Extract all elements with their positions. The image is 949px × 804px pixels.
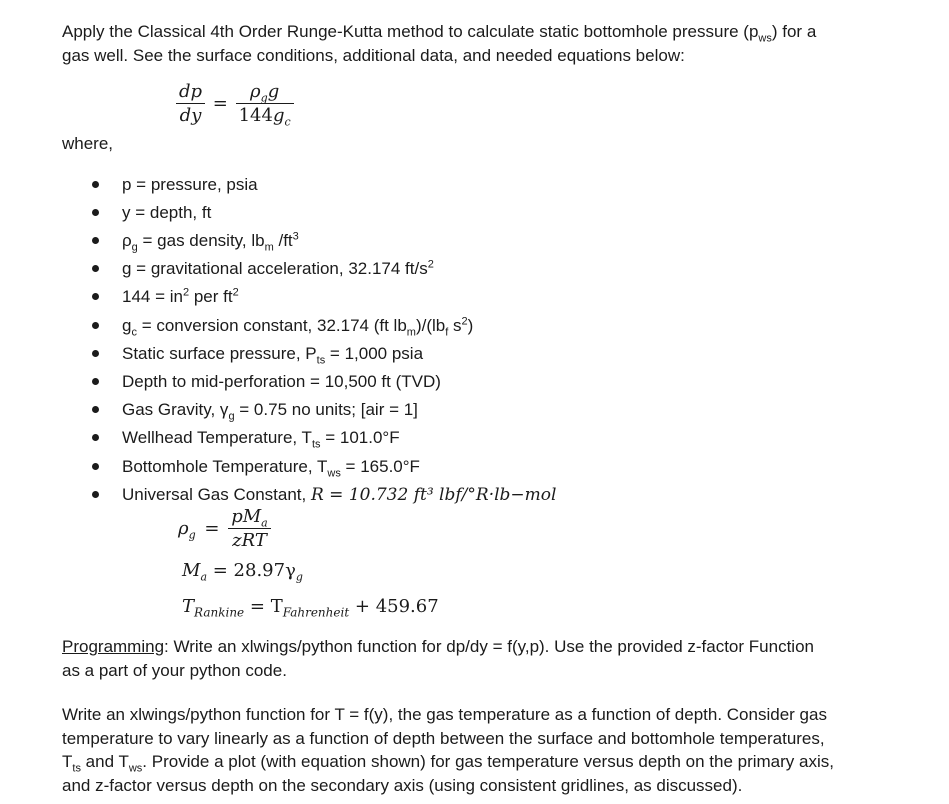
- eq3-ma-sub: a: [200, 570, 207, 584]
- eq1-rho: ρ: [250, 81, 261, 102]
- gc-text: = conversion constant, 32.174 (ft lb: [136, 316, 407, 335]
- bullet-icon: [92, 209, 99, 216]
- eq2-rho-sub: g: [188, 528, 196, 542]
- programming-label: Programming: [62, 637, 165, 656]
- equation-gas-density: [178, 505, 271, 552]
- eq2-equals: =: [204, 518, 220, 539]
- intro-line-1-end: ) for a: [771, 22, 817, 41]
- bullet-icon: [92, 181, 99, 188]
- bullet-icon: [92, 322, 99, 329]
- intro-line-1-sub: ws: [758, 32, 772, 45]
- bottomhole-temp-text: Bottomhole Temperature, T: [122, 457, 328, 476]
- temperature-line-2: temperature to vary linearly as a function of depth between the surface and bottomhole temperatures,: [62, 728, 825, 748]
- gas-density-unit: /ft: [273, 231, 293, 250]
- gc-mid: )/(lb: [415, 316, 446, 335]
- surface-pressure-value: = 1,000 psia: [325, 344, 424, 363]
- gas-density-symbol: ρ: [122, 231, 132, 250]
- eq1-rhs-denominator: [236, 104, 294, 127]
- temperature-tws-sub: ws: [128, 762, 143, 775]
- eq1-rho-sub: g: [260, 91, 268, 105]
- gas-constant-text: Universal Gas Constant,: [122, 485, 311, 504]
- eq1-gc-sub: c: [284, 115, 291, 129]
- eq3-rhs-sub: g: [295, 570, 303, 584]
- eq2-denominator: zRT: [232, 530, 267, 551]
- eq1-equals: =: [212, 93, 228, 114]
- gc-lbf-sub: f: [445, 326, 449, 339]
- conv-144-mid: per ft: [189, 287, 233, 306]
- eq4-mid-sub: Fahrenheit: [282, 605, 350, 620]
- gravity-text: g = gravitational acceleration, 32.174 ft/s: [122, 259, 428, 278]
- list-item-gravity: [122, 258, 434, 280]
- gas-density-text: = gas density, lb: [137, 231, 265, 250]
- eq2-pm-sub: a: [261, 516, 268, 530]
- wellhead-temp-sub: ts: [311, 438, 321, 451]
- gc-symbol: g: [122, 316, 132, 335]
- gas-density-sup: 3: [292, 230, 299, 243]
- surface-pressure-text: Static surface pressure, P: [122, 344, 317, 363]
- gc-sub: c: [131, 326, 137, 339]
- bullet-icon: [92, 237, 99, 244]
- temperature-tws: and T: [80, 752, 129, 771]
- list-item-depth: y = depth, ft: [122, 203, 212, 222]
- list-item-144: [122, 286, 239, 308]
- bullet-icon: [92, 293, 99, 300]
- wellhead-temp-value: = 101.0°F: [320, 428, 400, 447]
- eq4-t: T: [182, 596, 195, 617]
- where-label: where,: [62, 134, 114, 153]
- gc-s: s: [448, 316, 462, 335]
- list-item-surface-pressure: [122, 343, 423, 365]
- temperature-tts-sub: ts: [72, 762, 81, 775]
- wellhead-temp-text: Wellhead Temperature, T: [122, 428, 312, 447]
- intro-line-1: [62, 20, 912, 44]
- eq4-mid: = T: [249, 596, 283, 617]
- conv-144-sup1: 2: [182, 286, 190, 299]
- bottomhole-temp-value: = 165.0°F: [340, 457, 420, 476]
- gas-gravity-sub: g: [228, 410, 235, 423]
- temperature-line-3: [62, 750, 912, 774]
- programming-text: : Write an xlwings/python function for dp/dy = f(y,p). Use the provided z-factor Function: [164, 637, 814, 656]
- eq1-lhs-fraction: [176, 80, 205, 127]
- temperature-paragraph: [62, 703, 912, 797]
- programming-line-1: [62, 635, 912, 659]
- gas-gravity-text: Gas Gravity, γ: [122, 400, 229, 419]
- temperature-line-4: and z-factor versus depth on the secondary axis (using consistent gridlines, as discussed).: [62, 775, 743, 795]
- bullet-icon: [92, 378, 99, 385]
- surface-pressure-sub: ts: [316, 354, 326, 367]
- list-item-bottomhole-temp: [122, 456, 420, 478]
- eq4-rhs: + 459.67: [354, 596, 439, 617]
- gc-lbm-sub: m: [406, 326, 416, 339]
- programming-line-2: as a part of your python code.: [62, 660, 287, 680]
- bullet-icon: [92, 463, 99, 470]
- bullet-icon: [92, 406, 99, 413]
- bottomhole-temp-sub: ws: [327, 467, 341, 480]
- eq1-gc: g: [272, 105, 285, 126]
- eq1-lhs-denominator: dy: [179, 105, 202, 126]
- temperature-tts: T: [62, 752, 73, 771]
- gc-end: ): [467, 316, 474, 335]
- gas-density-lbm-sub: m: [264, 241, 274, 254]
- equation-rankine: [182, 596, 439, 620]
- gas-gravity-value: = 0.75 no units; [air = 1]: [234, 400, 418, 419]
- eq3-ma: M: [182, 560, 201, 581]
- eq1-g: g: [267, 81, 280, 102]
- intro-line-1-text: Apply the Classical 4th Order Runge-Kutta method to calculate static bottomhole pressure (p: [62, 22, 759, 41]
- eq3-rhs: = 28.97γ: [212, 560, 296, 581]
- bullet-icon: [92, 350, 99, 357]
- gc-sup: 2: [461, 315, 468, 328]
- list-item-gas-constant: [122, 484, 556, 506]
- eq2-numerator: [228, 505, 271, 529]
- intro-line-2: gas well. See the surface conditions, additional data, and needed equations below:: [62, 45, 685, 65]
- eq2-fraction: [228, 505, 271, 552]
- intro-paragraph: [62, 20, 912, 67]
- equation-molecular-weight: [182, 560, 303, 584]
- list-item-depth-perf: Depth to mid-perforation = 10,500 ft (TVD): [122, 372, 441, 391]
- bullet-icon: [92, 491, 99, 498]
- bullet-icon: [92, 434, 99, 441]
- list-item-wellhead-temp: [122, 427, 400, 449]
- gravity-sup: 2: [427, 258, 434, 271]
- eq2-rho: ρ: [178, 518, 189, 539]
- conv-144-text: 144 = in: [122, 287, 183, 306]
- eq2-lhs: [178, 518, 196, 542]
- gas-density-sub: g: [131, 241, 138, 254]
- list-item-gas-gravity: [122, 399, 418, 421]
- eq4-t-sub: Rankine: [194, 605, 245, 620]
- programming-paragraph: [62, 635, 912, 682]
- conv-144-sup2: 2: [232, 286, 239, 299]
- eq1-lhs-numerator: dp: [176, 80, 205, 104]
- eq2-pm: pM: [231, 506, 262, 527]
- temperature-line-1: Write an xlwings/python function for T = f(y), the gas temperature as a function of depth. Consider gas: [62, 705, 827, 724]
- list-item-pressure: p = pressure, psia: [122, 175, 258, 194]
- list-item-gas-density: [122, 230, 299, 252]
- eq1-144: 144: [238, 105, 273, 126]
- gas-constant-math: R = 10.732 ft³ lbf/°R·lb−mol: [310, 485, 557, 505]
- eq1-rhs-fraction: [236, 80, 294, 127]
- temperature-line-3-rest: . Provide a plot (with equation shown) for gas temperature versus depth on the primary axis,: [142, 752, 834, 771]
- equation-dp-dy: [176, 80, 294, 127]
- list-item-gc: [122, 315, 473, 337]
- bullet-icon: [92, 265, 99, 272]
- eq1-rhs-numerator: [236, 80, 294, 104]
